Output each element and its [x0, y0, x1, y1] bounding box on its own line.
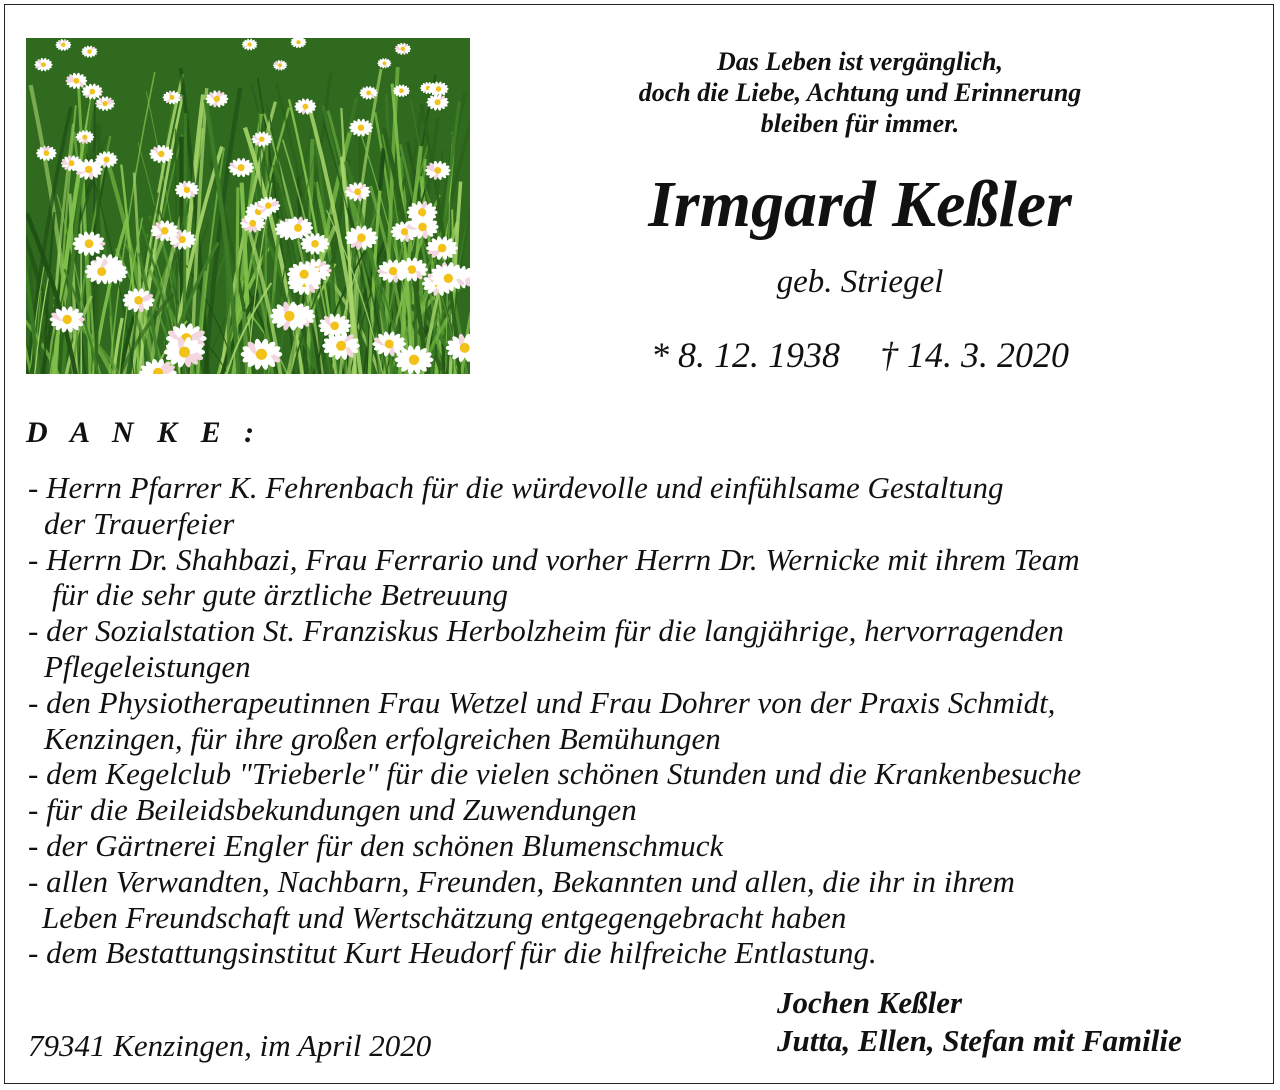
birth-date: * 8. 12. 1938 [651, 335, 840, 375]
list-item: - Herrn Dr. Shahbazi, Frau Ferrario und vorher Herrn Dr. Wernicke mit ihrem Team [28, 541, 1080, 577]
thanks-list [28, 470, 1258, 971]
list-item: - dem Kegelclub "Trieberle" für die vielen schönen Stunden und die Krankenbesuche [28, 756, 1082, 792]
signers [777, 984, 1182, 1060]
verse-line: bleiben für immer. [760, 109, 960, 138]
list-item-continuation: Pflegeleistungen [44, 648, 251, 684]
list-item: - den Physiotherapeutinnen Frau Wetzel und Frau Dohrer von der Praxis Schmidt, [28, 684, 1056, 720]
verse-line: Das Leben ist vergänglich, [717, 47, 1003, 76]
signer-line: Jutta, Ellen, Stefan mit Familie [777, 1023, 1182, 1058]
thanks-heading: D A N K E : [26, 416, 263, 449]
place-and-date: 79341 Kenzingen, im April 2020 [28, 1028, 432, 1063]
daisy-meadow-illustration [26, 38, 470, 374]
list-item: - allen Verwandten, Nachbarn, Freunden, Bekannten und allen, die ihr in ihrem [28, 863, 1015, 899]
list-item: - dem Bestattungsinstitut Kurt Heudorf für die hilfreiche Entlastung. [28, 935, 877, 971]
birth-name: geb. Striegel [776, 264, 944, 300]
verse-line: doch die Liebe, Achtung und Erinnerung [638, 78, 1082, 107]
list-item: - der Sozialstation St. Franziskus Herbolzheim für die langjährige, hervorragenden [28, 613, 1064, 649]
life-dates [560, 334, 1160, 376]
memorial-verse [520, 46, 1200, 139]
death-date: † 14. 3. 2020 [880, 335, 1069, 375]
signer-line: Jochen Keßler [777, 985, 963, 1020]
list-item-continuation: Leben Freundschaft und Wertschätzung entgegengebracht haben [42, 899, 847, 935]
list-item: - der Gärtnerei Engler für den schönen Blumenschmuck [28, 827, 724, 863]
list-item-continuation: Kenzingen, für ihre großen erfolgreichen Bemühungen [44, 720, 721, 756]
list-item-continuation: für die sehr gute ärztliche Betreuung [52, 577, 509, 613]
list-item: - Herrn Pfarrer K. Fehrenbach für die würdevolle und einfühlsame Gestaltung [28, 470, 1004, 505]
deceased-name: Irmgard Keßler [648, 168, 1072, 241]
list-item: - für die Beileidsbekundungen und Zuwendungen [28, 792, 637, 828]
daisy-meadow-photo [26, 38, 470, 374]
list-item-continuation: der Trauerfeier [44, 505, 235, 541]
